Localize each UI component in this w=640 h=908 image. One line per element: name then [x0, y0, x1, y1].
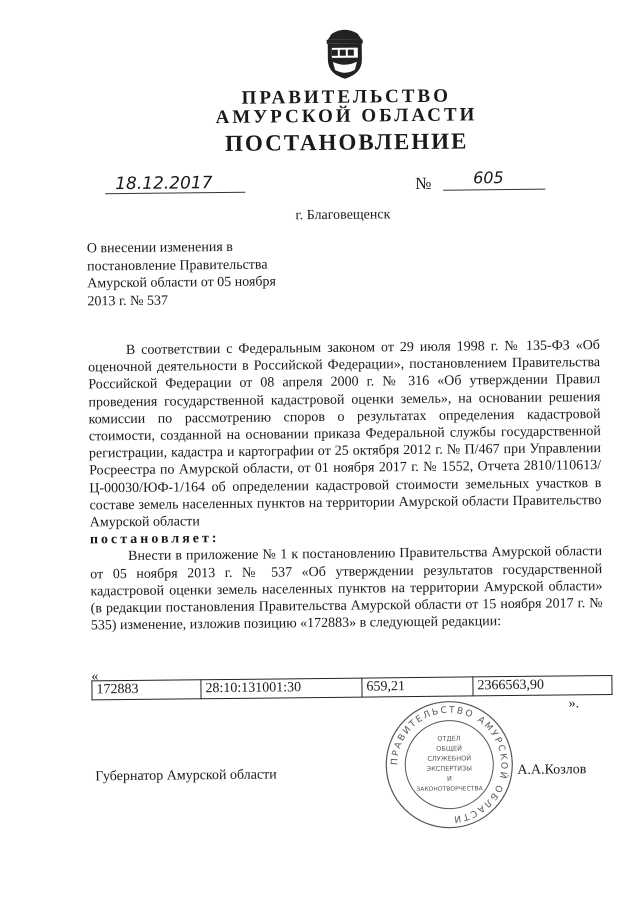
preamble-paragraph: В соответствии с Федеральным законом от 29 июля 1998 г. № 135-ФЗ «Об оценочной деятельности в Российской Федерации», постановлением Правительства Российской Федерации от 08 апреля 2000 г. № 316 «Об утверждении Правил проведения государственной кадастровой оценки земель», на основании решения комиссии по рассмотрению споров о результатах определения кадастровой стоимости, созданной на основании приказа Федеральной службы государственной регистрации, кадастра и картографии от 25 октября 2012 г. № П/467 при Управлении Росреестра по Амурской области, от 01 ноября 2017 г. № 1552, Отчета 2810/110613/Ц-00030/ЮФ-1/164 об определении кадастровой стоимости земельных участков в составе земель населенных пунктов на территории Амурской области Правительство Амурской области: [88, 338, 602, 531]
decree-word: постановляет:: [89, 531, 220, 548]
official-stamp-icon: [383, 698, 516, 831]
position-table: [91, 675, 612, 700]
document-subject: [87, 238, 318, 310]
signatory-position: Губернатор Амурской области: [95, 767, 277, 785]
stamp-ring-text: ПРАВИТЕЛЬСТВО АМУРСКОЙ ОБЛАСТИ: [390, 705, 509, 824]
number-underline: [443, 189, 545, 191]
stamp-line: ЗАКОНОТВОРЧЕСТВА: [416, 785, 483, 794]
document-date: 18.12.2017: [115, 173, 213, 195]
table-cell-position: 172883: [92, 680, 201, 700]
header-government: ПРАВИТЕЛЬСТВО: [241, 85, 452, 109]
header-region: АМУРСКОЙ ОБЛАСТИ: [215, 104, 478, 129]
stamp-line: И: [446, 774, 452, 783]
table-cell-cadastral-value: 2366563,90: [473, 675, 612, 695]
stamp-line: ОТДЕЛ: [437, 734, 461, 743]
stamp-line: СЛУЖЕБНОЙ: [427, 754, 472, 763]
subject-line: Амурской области от 05 ноября: [87, 274, 277, 292]
table-cell-cadastral-number: 28:10:131001:30: [201, 678, 362, 699]
date-underline: [105, 192, 245, 194]
table-cell-specific-value: 659,21: [362, 677, 473, 697]
stamp-line: ОБЩЕЙ: [436, 744, 462, 753]
resolution-paragraph: Внести в приложение № 1 к постановлению Правительства Амурской области от 05 ноября 2013 г. № 537 «Об утверждении результатов государственной кадастровой оценки земель населенных пунктов на территории Амурской области» (в редакции постановления Правительства Амурской области от 15 ноября 2017 г. № 535) изменение, изложив позицию «172883» в следующей редакции:: [90, 544, 603, 634]
subject-line: постановление Правительства: [86, 257, 268, 274]
table-open-quote: «: [91, 669, 99, 685]
document-number: 605: [473, 168, 504, 188]
number-sign: №: [415, 173, 432, 193]
city-label: г. Благовещенск: [295, 207, 391, 224]
stamp-line: ЭКСПЕРТИЗЫ: [426, 764, 473, 773]
document-type-title: ПОСТАНОВЛЕНИЕ: [224, 128, 469, 156]
subject-line: О внесении изменения в: [86, 239, 233, 257]
table-close-quote: ».: [568, 696, 580, 712]
document-body: [88, 337, 603, 635]
coat-of-arms-icon: [322, 25, 369, 79]
subject-line: 2013 г. № 537: [87, 293, 169, 309]
table-row: [92, 675, 612, 699]
signatory-name: А.А.Козлов: [517, 762, 587, 778]
